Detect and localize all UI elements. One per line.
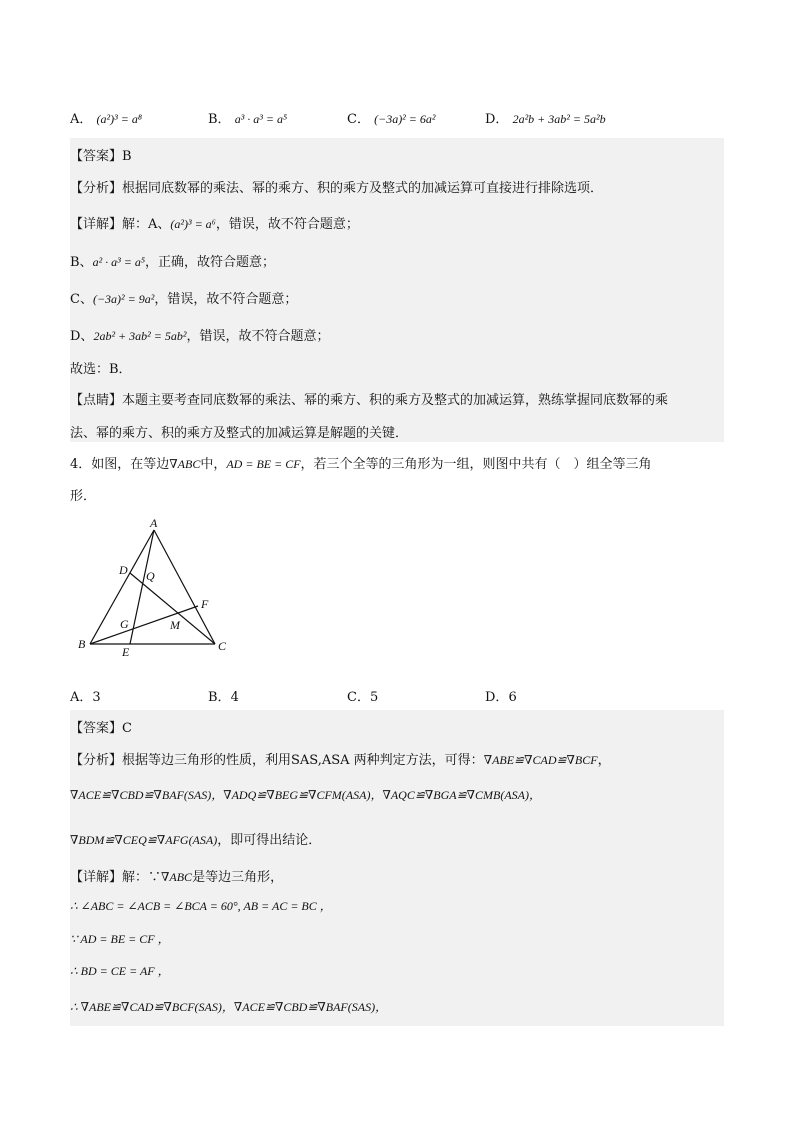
detail-expr: (−3a)² = 9a² — [92, 292, 155, 306]
option-value: 5 — [369, 690, 379, 705]
option-expr: (−3a)² = 6a² — [374, 112, 436, 126]
label-q: Q — [146, 569, 155, 583]
q4-step-4: ∴ ∇ABE≌∇CAD≌∇BCF(SAS)，∇ACE≌∇CBD≌∇BAF(SAS)， — [70, 1000, 388, 1014]
detail-text: ，错误，故不符合题意； — [186, 329, 330, 344]
option-label: B． — [208, 112, 231, 127]
label-g: G — [120, 617, 129, 631]
q4-step-3: ∴ BD = CE = AF ， — [70, 964, 170, 978]
option-label: C． — [347, 690, 370, 705]
label-a: A — [150, 516, 158, 530]
q3-option-a — [70, 108, 142, 127]
stem-text: ，若三个全等的三角形为一组，则图中共有（ ）组全等三角 — [300, 457, 652, 472]
option-label: A． — [70, 112, 93, 127]
q3-option-c — [347, 108, 435, 127]
detail-text: ，正确，故符合题意； — [145, 255, 276, 270]
option-value: 4 — [230, 690, 239, 705]
detail-label: C、 — [70, 292, 93, 307]
segment-bf — [90, 606, 198, 644]
option-value: 3 — [92, 690, 101, 705]
analysis-text: ， — [597, 753, 611, 768]
q3-option-b — [208, 108, 287, 127]
q3-detail-c — [70, 288, 297, 307]
analysis-expr: ∇BDM≌∇CEQ≌∇AFG(ASA) — [70, 833, 218, 847]
analysis-expr: ∇ABE≌∇CAD≌∇BCF — [483, 753, 598, 767]
analysis-text: ，即可得出结论． — [217, 833, 322, 848]
label-c: C — [218, 639, 227, 653]
option-expr: 2a²b + 3ab² = 5a²b — [512, 112, 606, 126]
option-label: C． — [347, 112, 370, 127]
label-e: E — [122, 645, 130, 659]
q3-detail-b — [70, 251, 275, 270]
detail-label: 【详解】解：∵ — [70, 870, 162, 885]
label-f: F — [201, 597, 209, 611]
q4-answer: 【答案】C — [70, 721, 132, 736]
q3-analysis: 【分析】根据同底数幂的乘法、幂的乘方、积的乘方及整式的加减运算可直接进行排除选项． — [70, 181, 604, 196]
q3-answer: 【答案】B — [70, 149, 132, 164]
q3-comment-line2: 法、幂的乘方、积的乘方及整式的加减运算是解题的关键． — [70, 426, 409, 441]
detail-expr: 2ab² + 3ab² = 5ab² — [93, 329, 187, 343]
option-label: B． — [208, 690, 231, 705]
q4-analysis-line3 — [70, 829, 321, 848]
label-d: D — [119, 563, 128, 577]
q4-triangle-figure — [70, 516, 240, 661]
stem-text: 中， — [200, 457, 227, 472]
stem-text: 4．如图，在等边 — [70, 457, 170, 472]
q4-detail-head — [70, 866, 283, 885]
analysis-text: 【分析】根据等边三角形的性质，利用SAS,ASA 两种判定方法，可得： — [70, 753, 484, 768]
detail-label: 【详解】解：A、 — [70, 217, 171, 232]
label-m: M — [170, 618, 180, 632]
label-b: B — [78, 637, 86, 651]
side-ac — [154, 530, 215, 644]
detail-label: B、 — [70, 255, 93, 270]
q4-option-a — [70, 686, 101, 705]
detail-expr: a² · a³ = a⁵ — [92, 255, 146, 269]
q3-detail-d — [70, 325, 329, 344]
detail-text: ，错误，故不符合题意； — [215, 217, 359, 232]
q3-detail-a — [70, 213, 359, 232]
option-expr: a³ · a³ = a⁵ — [234, 112, 288, 126]
option-label: D． — [485, 690, 509, 705]
q4-step-1: ∴ ∠ABC = ∠ACB = ∠BCA = 60°, AB = AC = BC ， — [70, 899, 332, 913]
q4-step-2: ∵ AD = BE = CF ， — [70, 932, 170, 946]
option-label: A． — [70, 690, 93, 705]
detail-text: ，错误，故不符合题意； — [154, 292, 298, 307]
stem-triangle: ∇ABC — [169, 457, 201, 471]
q4-analysis-line2: ∇ACE≌∇CBD≌∇BAF(SAS)，∇ADQ≌∇BEG≌∇CFM(ASA)，∇AQC≌∇BGA≌∇CMB(ASA)， — [70, 788, 541, 802]
detail-expr: (a²)³ = a⁶ — [170, 217, 216, 231]
detail-triangle: ∇ABC — [161, 870, 193, 884]
option-expr: (a²)³ = a⁸ — [96, 112, 142, 126]
detail-label: D、 — [70, 329, 94, 344]
q3-comment-line1: 【点睛】本题主要考查同底数幂的乘法、幂的乘方、积的乘方及整式的加减运算，熟练掌握同底数幂的乘 — [70, 393, 669, 408]
option-value: 6 — [508, 690, 517, 705]
detail-text: 是等边三角形， — [192, 870, 284, 885]
q3-option-d — [485, 108, 606, 127]
stem-equation: AD = BE = CF — [226, 457, 301, 471]
q4-stem-line2: 形． — [70, 489, 97, 504]
q4-option-c — [347, 686, 378, 705]
q4-stem-line1 — [70, 453, 652, 472]
option-label: D． — [485, 112, 509, 127]
segment-ae — [130, 530, 154, 644]
q4-option-d — [485, 686, 517, 705]
q4-option-b — [208, 686, 239, 705]
q4-analysis-line1 — [70, 749, 611, 768]
q3-choice: 故选：B． — [70, 362, 132, 377]
